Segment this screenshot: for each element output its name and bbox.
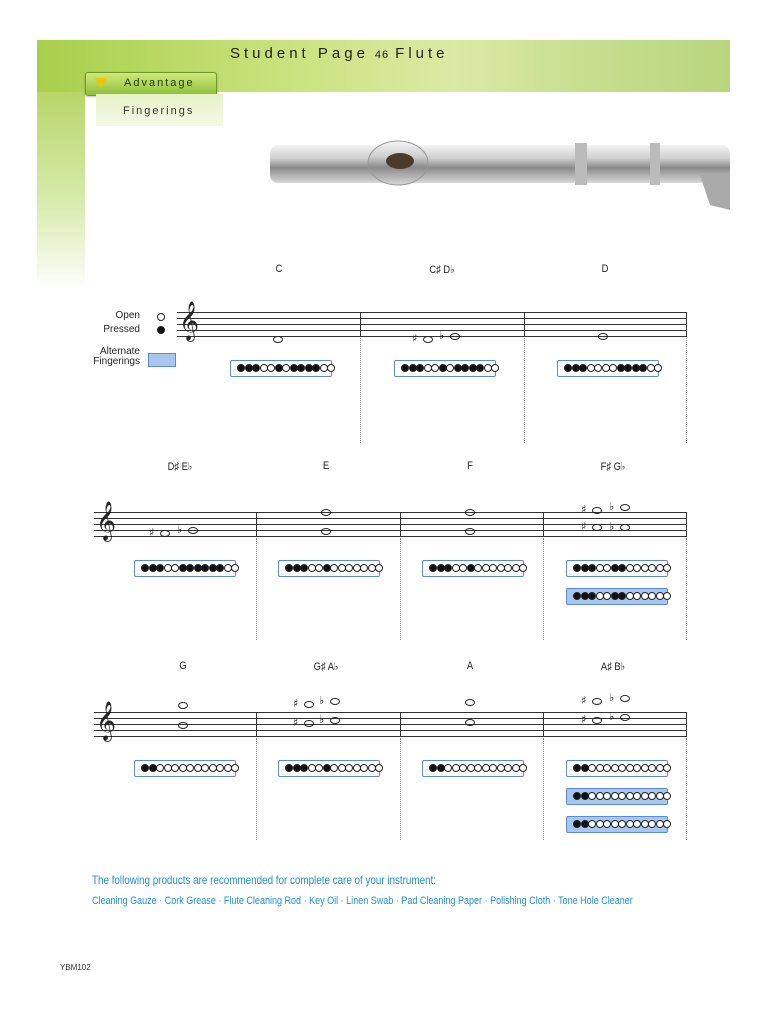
- fingering-chart: [566, 760, 668, 777]
- open-key-icon: [618, 820, 626, 828]
- side-gradient: [37, 92, 85, 292]
- barline: [360, 312, 361, 337]
- pressed-key-icon: [444, 564, 452, 572]
- pressed-key-icon: [252, 364, 260, 372]
- flat-icon: ♭: [439, 329, 445, 342]
- pressed-key-icon: [156, 564, 164, 572]
- open-key-icon: [491, 364, 499, 372]
- staff-line: [94, 536, 687, 537]
- open-key-icon: [459, 764, 467, 772]
- alternate-swatch: [148, 353, 176, 367]
- open-key-icon: [375, 564, 383, 572]
- open-key-icon: [186, 764, 194, 772]
- whole-note: [178, 702, 188, 709]
- title-prefix: Student Page: [230, 45, 369, 62]
- flat-icon: ♭: [609, 691, 615, 704]
- pressed-key-icon: [573, 792, 581, 800]
- sharp-icon: ♯: [581, 520, 587, 533]
- measure-divider: [400, 538, 401, 640]
- pressed-key-icon: [639, 364, 647, 372]
- open-key-icon: [519, 764, 527, 772]
- open-key-icon: [375, 764, 383, 772]
- pressed-key-icon: [297, 364, 305, 372]
- measure-divider: [256, 538, 257, 640]
- open-key-icon: [648, 792, 656, 800]
- open-key-icon: [603, 592, 611, 600]
- legend-open: Open: [115, 310, 140, 321]
- fingerings-tab[interactable]: [96, 94, 223, 126]
- open-key-icon: [474, 764, 482, 772]
- sharp-icon: ♯: [293, 716, 299, 729]
- staff-line: [177, 324, 687, 325]
- flat-icon: ♭: [609, 520, 615, 533]
- sharp-icon: ♯: [293, 697, 299, 710]
- whole-note: [330, 717, 340, 724]
- open-key-icon: [459, 564, 467, 572]
- open-key-icon: [171, 564, 179, 572]
- fingering-chart: [422, 560, 524, 577]
- measure-divider: [543, 738, 544, 840]
- pressed-key-icon: [618, 564, 626, 572]
- fingering-chart: [422, 760, 524, 777]
- open-key-icon: [216, 764, 224, 772]
- open-key-icon: [345, 564, 353, 572]
- measure-divider: [686, 738, 687, 840]
- open-key-icon: [474, 564, 482, 572]
- barline: [256, 712, 257, 737]
- treble-clef-icon: 𝄞: [179, 301, 200, 341]
- open-key-icon: [663, 592, 671, 600]
- open-key-icon: [588, 820, 596, 828]
- barline: [400, 512, 401, 537]
- pressed-key-icon: [312, 364, 320, 372]
- open-key-icon: [231, 764, 239, 772]
- staff-line: [177, 330, 687, 331]
- fingering-chart: [134, 760, 236, 777]
- flat-icon: ♭: [319, 713, 325, 726]
- flat-icon: ♭: [177, 523, 183, 536]
- legend-pressed: Pressed: [103, 324, 140, 335]
- barline: [400, 712, 401, 737]
- triangle-down-icon: [95, 78, 107, 88]
- staff-line: [94, 730, 687, 731]
- pressed-key-icon: [461, 364, 469, 372]
- whole-note: [592, 507, 602, 514]
- alternate-fingering-chart: [566, 588, 668, 605]
- staff: [177, 301, 687, 341]
- note-name: F♯ G♭: [600, 461, 626, 473]
- whole-note: [160, 530, 170, 537]
- open-key-icon: [663, 792, 671, 800]
- whole-note: [188, 527, 198, 534]
- whole-note: [465, 509, 475, 516]
- note-name: G♯ A♭: [313, 661, 339, 673]
- staff-line: [94, 736, 687, 737]
- whole-note: [620, 695, 630, 702]
- pressed-key-icon: [416, 364, 424, 372]
- whole-note: [465, 719, 475, 726]
- fingering-chart: [230, 360, 332, 377]
- note-name: G: [179, 660, 187, 672]
- open-key-icon: [171, 764, 179, 772]
- whole-note: [178, 722, 188, 729]
- flat-icon: ♭: [319, 694, 325, 707]
- open-key-icon: [330, 764, 338, 772]
- whole-note: [450, 333, 460, 340]
- sharp-icon: ♯: [412, 332, 418, 345]
- open-key-icon: [648, 564, 656, 572]
- sharp-icon: ♯: [581, 713, 587, 726]
- measure-divider: [524, 338, 525, 443]
- fingering-chart: [134, 560, 236, 577]
- pressed-key-icon: [573, 764, 581, 772]
- note-name: A♯ B♭: [600, 661, 626, 673]
- open-key-icon: [648, 764, 656, 772]
- staff-line: [94, 712, 687, 713]
- whole-note: [592, 698, 602, 705]
- measure-divider: [400, 738, 401, 840]
- open-key-icon: [360, 564, 368, 572]
- pressed-key-icon: [141, 564, 149, 572]
- treble-clef-icon: 𝄞: [96, 701, 117, 741]
- open-key-icon: [633, 820, 641, 828]
- open-key-icon: [231, 564, 239, 572]
- barline: [256, 512, 257, 537]
- sharp-icon: ♯: [581, 503, 587, 516]
- pressed-key-icon: [618, 592, 626, 600]
- open-key-icon: [157, 313, 165, 321]
- note-name: F: [467, 460, 473, 472]
- pressed-key-icon: [186, 564, 194, 572]
- open-key-icon: [633, 792, 641, 800]
- whole-note: [304, 701, 314, 708]
- barline: [686, 312, 687, 337]
- legend-alternate-2: Fingerings: [93, 356, 140, 367]
- pressed-key-icon: [624, 364, 632, 372]
- fingering-chart: [394, 360, 496, 377]
- treble-clef-icon: 𝄞: [96, 501, 117, 541]
- open-key-icon: [663, 764, 671, 772]
- flat-icon: ♭: [609, 500, 615, 513]
- open-key-icon: [446, 364, 454, 372]
- pressed-key-icon: [401, 364, 409, 372]
- note-name: C♯ D♭: [429, 264, 455, 276]
- open-key-icon: [618, 792, 626, 800]
- whole-note: [620, 714, 630, 721]
- open-key-icon: [594, 364, 602, 372]
- pressed-key-icon: [429, 564, 437, 572]
- open-key-icon: [603, 764, 611, 772]
- staff-line: [177, 318, 687, 319]
- pressed-key-icon: [564, 364, 572, 372]
- open-key-icon: [330, 564, 338, 572]
- pressed-key-icon: [237, 364, 245, 372]
- sharp-icon: ♯: [581, 694, 587, 707]
- open-key-icon: [156, 764, 164, 772]
- open-key-icon: [603, 564, 611, 572]
- open-key-icon: [609, 364, 617, 372]
- open-key-icon: [327, 364, 335, 372]
- document-code: YBM102: [60, 963, 91, 972]
- open-key-icon: [603, 792, 611, 800]
- barline: [543, 712, 544, 737]
- pressed-key-icon: [476, 364, 484, 372]
- note-name: D: [601, 263, 609, 275]
- barline: [543, 512, 544, 537]
- whole-note: [592, 524, 602, 531]
- pressed-key-icon: [573, 592, 581, 600]
- barline: [524, 312, 525, 337]
- instrument-name: Flute: [395, 45, 449, 62]
- open-key-icon: [282, 364, 290, 372]
- pressed-key-icon: [157, 326, 165, 334]
- open-key-icon: [663, 820, 671, 828]
- open-key-icon: [489, 764, 497, 772]
- fingering-chart: [566, 560, 668, 577]
- whole-note: [321, 509, 331, 516]
- page-title: [230, 45, 449, 62]
- open-key-icon: [431, 364, 439, 372]
- pressed-key-icon: [573, 820, 581, 828]
- pressed-key-icon: [201, 564, 209, 572]
- open-key-icon: [315, 564, 323, 572]
- open-key-icon: [588, 792, 596, 800]
- measure-divider: [543, 538, 544, 640]
- open-key-icon: [633, 564, 641, 572]
- legend-alternate-1: Alternate: [99, 346, 140, 357]
- whole-note: [423, 336, 433, 343]
- fingering-chart: [278, 560, 380, 577]
- pressed-key-icon: [588, 592, 596, 600]
- note-name: A: [466, 660, 474, 672]
- fingering-chart: [557, 360, 659, 377]
- pressed-key-icon: [573, 564, 581, 572]
- open-key-icon: [648, 592, 656, 600]
- pressed-key-icon: [285, 764, 293, 772]
- flat-icon: ♭: [609, 710, 615, 723]
- note-name: D♯ E♭: [167, 461, 193, 473]
- whole-note: [620, 504, 630, 511]
- whole-note: [321, 528, 331, 535]
- open-key-icon: [489, 564, 497, 572]
- staff-line: [177, 312, 687, 313]
- sharp-icon: ♯: [149, 526, 155, 539]
- barline: [686, 512, 687, 537]
- open-key-icon: [444, 764, 452, 772]
- open-key-icon: [603, 820, 611, 828]
- whole-note: [465, 699, 475, 706]
- open-key-icon: [654, 364, 662, 372]
- care-recommendation: The following products are recommended for complete care of your instrument:: [92, 873, 437, 887]
- open-key-icon: [360, 764, 368, 772]
- pressed-key-icon: [141, 764, 149, 772]
- pressed-key-icon: [588, 564, 596, 572]
- open-key-icon: [519, 564, 527, 572]
- measure-divider: [360, 338, 361, 443]
- pressed-key-icon: [300, 764, 308, 772]
- barline: [686, 712, 687, 737]
- note-name: C: [275, 263, 283, 275]
- advantage-tab-label: Advantage: [124, 77, 195, 89]
- whole-note: [465, 528, 475, 535]
- alternate-fingering-chart: [566, 788, 668, 805]
- open-key-icon: [648, 820, 656, 828]
- measure-divider: [686, 338, 687, 443]
- alternate-fingering-chart: [566, 816, 668, 833]
- open-key-icon: [504, 564, 512, 572]
- whole-note: [330, 698, 340, 705]
- whole-note: [273, 336, 283, 343]
- measure-divider: [686, 538, 687, 640]
- open-key-icon: [267, 364, 275, 372]
- open-key-icon: [588, 764, 596, 772]
- pressed-key-icon: [429, 764, 437, 772]
- note-name: E: [322, 460, 330, 472]
- whole-note: [598, 333, 608, 340]
- open-key-icon: [633, 764, 641, 772]
- staff-line: [94, 518, 687, 519]
- fingering-chart: [278, 760, 380, 777]
- open-key-icon: [504, 764, 512, 772]
- open-key-icon: [633, 592, 641, 600]
- advantage-tab[interactable]: [85, 72, 217, 96]
- open-key-icon: [663, 564, 671, 572]
- pressed-key-icon: [579, 364, 587, 372]
- whole-note: [304, 720, 314, 727]
- pressed-key-icon: [285, 564, 293, 572]
- open-key-icon: [345, 764, 353, 772]
- open-key-icon: [315, 764, 323, 772]
- fingerings-tab-label: Fingerings: [123, 105, 195, 117]
- flute-image: [270, 135, 730, 215]
- whole-note: [620, 524, 630, 531]
- pressed-key-icon: [216, 564, 224, 572]
- open-key-icon: [201, 764, 209, 772]
- open-key-icon: [618, 764, 626, 772]
- measure-divider: [256, 738, 257, 840]
- pressed-key-icon: [300, 564, 308, 572]
- product-list: Cleaning Gauze · Cork Grease · Flute Cleaning Rod · Key Oil · Linen Swab · Pad Cleaning Paper · Polishing Cloth · Tone Hole Cleaner: [92, 895, 633, 907]
- whole-note: [592, 717, 602, 724]
- page-number: 46: [374, 49, 390, 61]
